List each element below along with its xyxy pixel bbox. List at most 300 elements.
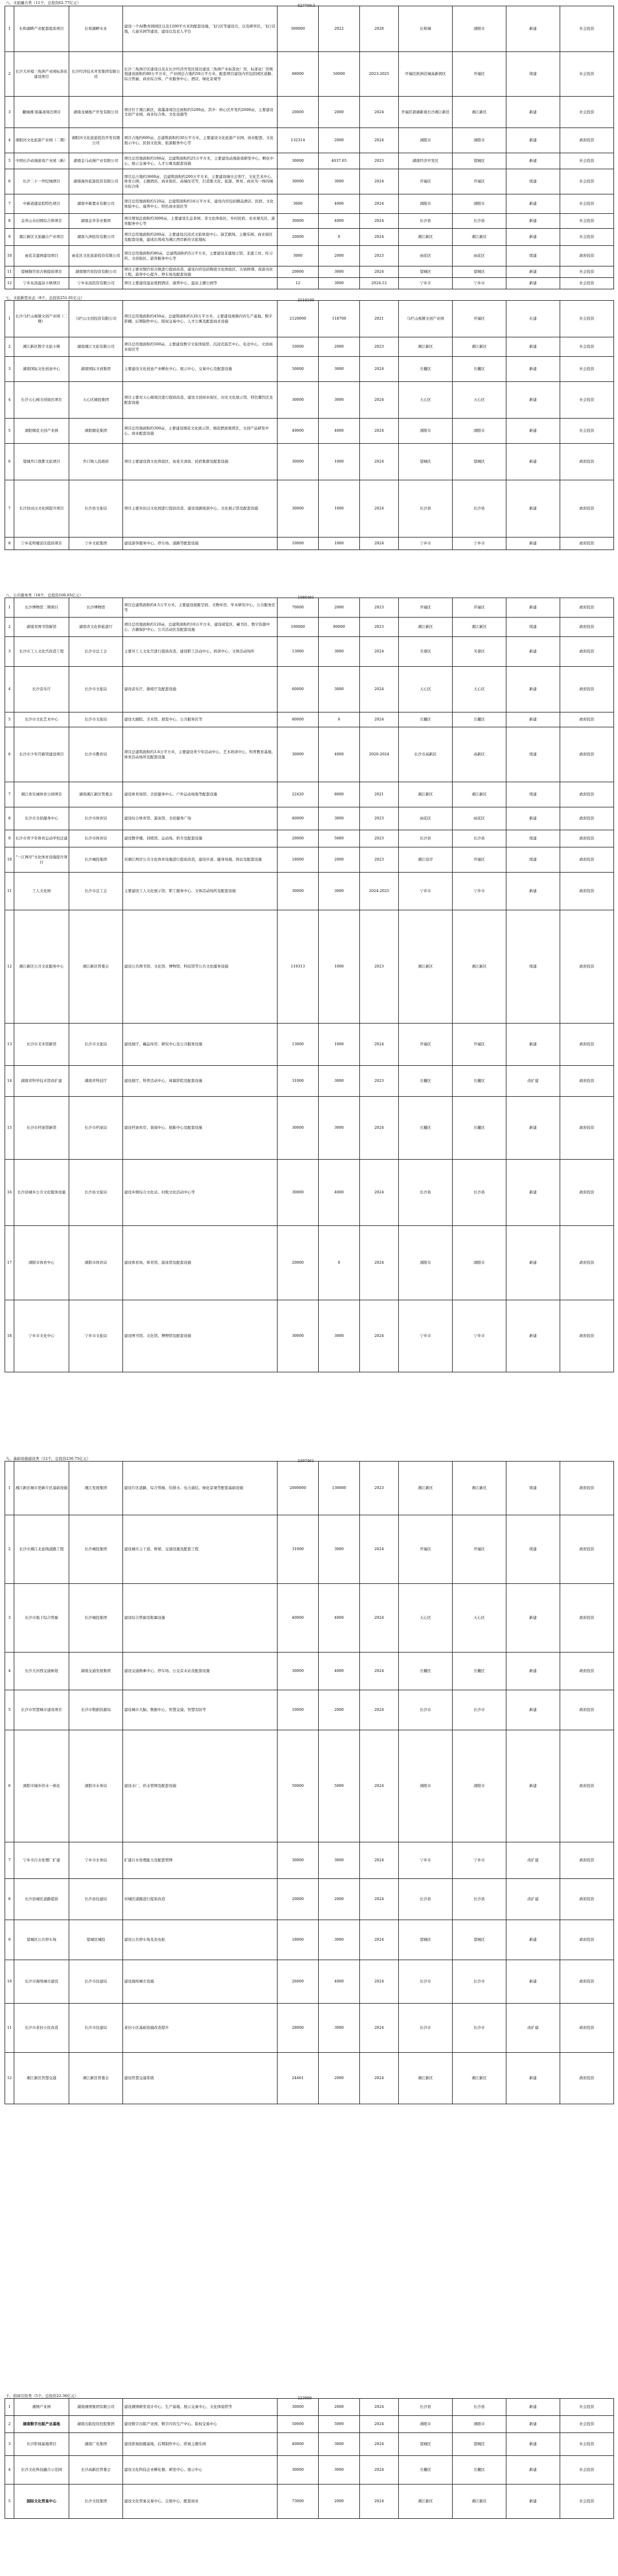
cell-annual-invest: 5000: [319, 830, 360, 847]
cell-total-invest: 100000: [278, 618, 319, 637]
table-row: [5, 1584, 614, 1653]
cell-project-name: 国际文化贸易中心: [14, 2485, 69, 2519]
cell-period: 2024: [360, 382, 399, 419]
table-row: [5, 538, 614, 550]
cell-invest-type: 社会投资: [560, 337, 614, 357]
cell-project-name: 长沙县城区道路提质: [14, 1879, 69, 1920]
cell-district: 岳麓区: [453, 2456, 506, 2485]
cell-no: 8: [5, 214, 14, 229]
cell-invest-type: 社会投资: [560, 229, 614, 246]
cell-period: 2024: [360, 1879, 399, 1920]
cell-district: 浏阳市: [453, 1730, 506, 1842]
cell-location: 天心区: [399, 382, 453, 419]
cell-location: 望城区: [399, 266, 453, 278]
cell-location: 湘江新区: [399, 2053, 453, 2104]
table-row: [5, 382, 614, 419]
cell-period: 2024: [360, 637, 399, 667]
section-total: 223000: [298, 2396, 312, 2400]
cell-owner: 长沙博物馆: [69, 598, 123, 618]
cell-district: 浏阳市: [453, 2416, 506, 2433]
cell-project-name: 长沙市青少年体育运动学校迁建: [14, 830, 69, 847]
cell-no: 17: [5, 1226, 14, 1300]
cell-owner: 湘江新区管委会: [69, 2053, 123, 2104]
cell-project-name: 浏阳市城乡供水一体化: [14, 1730, 69, 1842]
cell-content: 建设湘绣研发设计中心、生产基地、展示交易中心、文化体验馆等: [123, 2399, 278, 2416]
cell-period: 2024: [360, 1960, 399, 2004]
cell-project-name: 长沙文化科技融合示范园: [14, 2456, 69, 2485]
cell-status: 新建: [506, 2399, 560, 2416]
cell-project-name: 湖南省图书馆新馆: [14, 618, 69, 637]
cell-location: 开福区: [399, 1024, 453, 1066]
cell-period: 2024: [360, 97, 399, 128]
cell-owner: 浏阳河文化旅游投资开发有限公司: [69, 128, 123, 153]
cell-content: 老旧小区基础设施改造提升: [123, 2004, 278, 2053]
table-row: [5, 2399, 614, 2416]
cell-content: 项目总用地面积约300亩，主要建设烟花文化展示馆、烟花燃放观赏区、文创产品研发中心、商业配套设施: [123, 419, 278, 444]
cell-owner: 湖南九洲投资有限公司: [69, 229, 123, 246]
table-row: [5, 1920, 614, 1960]
cell-content: 项目总用地面积约500亩，主要建设数字文旅体验馆、沉浸式演艺中心、电竞中心、文创商业街区等: [123, 337, 278, 357]
cell-invest-type: 政府投资: [560, 1879, 614, 1920]
cell-no: 3: [5, 357, 14, 382]
cell-total-invest: 300000: [278, 6, 319, 52]
cell-owner: 长沙市教育局: [69, 727, 123, 782]
cell-period: 2024: [360, 169, 399, 194]
cell-period: 2024: [360, 1515, 399, 1584]
cell-invest-type: 社会投资: [560, 169, 614, 194]
cell-no: 14: [5, 1066, 14, 1097]
cell-invest-type: 政府投资: [560, 830, 614, 847]
table-row: [5, 1160, 614, 1226]
cell-location: 开福区: [399, 169, 453, 194]
cell-total-invest: 20000: [278, 1226, 319, 1300]
cell-invest-type: 政府投资: [560, 807, 614, 830]
cell-owner: 长沙城投集团: [69, 847, 123, 873]
cell-location: 岳麓区: [399, 712, 453, 727]
table-row: [5, 2004, 614, 2053]
cell-owner: 湖南海外旅游投资有限公司: [69, 169, 123, 194]
cell-invest-type: 政府投资: [560, 847, 614, 873]
cell-location: 浏阳市: [399, 128, 453, 153]
cell-content: 项目规划总面积约3000亩，主要建设生态茶园、茶文化体验区、乡村民宿、农业观光区、游客服务中心等: [123, 214, 278, 229]
cell-no: 6: [5, 727, 14, 782]
cell-district: 望城区: [453, 266, 506, 278]
cell-content: 建设图书馆、文化馆、博物馆及配套设施: [123, 1300, 278, 1372]
table-row: [5, 128, 614, 153]
cell-content: 项目总建筑面积约4.5万平方米，主要建设展陈空间、文物库房、学术研究中心、公共服务区等: [123, 598, 278, 618]
cell-invest-type: 政府投资: [560, 1690, 614, 1730]
table-row: [5, 1842, 614, 1879]
cell-period: 2024.12: [360, 278, 399, 289]
cell-owner: 长沙市文旅局: [69, 712, 123, 727]
cell-location: 湘江新区: [399, 910, 453, 1024]
cell-annual-invest: 3000: [319, 1515, 360, 1584]
cell-annual-invest: 3000: [319, 2004, 360, 2053]
cell-annual-invest: 0: [319, 229, 360, 246]
cell-total-invest: 30000: [278, 2456, 319, 2485]
cell-content: 建设数字出版产业园、数字内容生产中心、版权交易中心: [123, 2416, 278, 2433]
cell-location: 宁乡市: [399, 278, 453, 289]
table-row: [5, 214, 614, 229]
cell-no: 12: [5, 278, 14, 289]
cell-period: 2023: [360, 910, 399, 1024]
cell-district: 岳麓区: [453, 1097, 506, 1160]
cell-period: 2024: [360, 667, 399, 712]
cell-invest-type: 社会投资: [560, 278, 614, 289]
cell-status: 续建: [506, 830, 560, 847]
cell-annual-invest: 3000: [319, 357, 360, 382]
table-row: [5, 1066, 614, 1097]
cell-period: 2024: [360, 712, 399, 727]
cell-status: 新建: [506, 382, 560, 419]
cell-owner: 长沙市数据资源局: [69, 1690, 123, 1730]
cell-no: 9: [5, 1920, 14, 1960]
cell-invest-type: 政府投资: [560, 1515, 614, 1584]
table-row: [5, 2456, 614, 2485]
table-row: [5, 1730, 614, 1842]
cell-status: 续建: [506, 910, 560, 1024]
cell-annual-invest: 130000: [319, 1462, 360, 1515]
cell-content: 建设城市主干道、桥梁、交通设施及配套工程: [123, 1515, 278, 1584]
cell-invest-type: 政府投资: [560, 727, 614, 782]
cell-annual-invest: 2000: [319, 847, 360, 873]
cell-project-name: 湘江新区公共文化服务中心: [14, 910, 69, 1024]
cell-invest-type: 政府投资: [560, 782, 614, 807]
table-row: [5, 667, 614, 712]
cell-district: 长沙市: [453, 1690, 506, 1730]
cell-status: 新建: [506, 266, 560, 278]
cell-district: 湘江新区: [453, 2485, 506, 2519]
cell-project-name: 长沙市文化艺术中心: [14, 712, 69, 727]
cell-content: 项目位于湘江新区，南墨斋周边总面积约5200亩。其中：核心区开发约2600亩，主要建设文创产业园、商业综合体、文化设施等: [123, 97, 278, 128]
cell-total-invest: 30000: [278, 214, 319, 229]
table-row: [5, 97, 614, 128]
cell-no: 11: [5, 266, 14, 278]
cell-content: 建设一个AI教育园园区以及1200平方米的配套设施，飞行区等建设共，以及研学区，飞行营地，儿童乐园等建设，建设以及农人平台: [123, 6, 278, 52]
cell-invest-type: 社会投资: [560, 153, 614, 169]
cell-content: 建设体育场、体育馆、游泳馆及配套设施: [123, 1226, 278, 1300]
cell-invest-type: 社会投资: [560, 214, 614, 229]
section-total: 1086491: [298, 595, 314, 600]
cell-district: 长沙市: [453, 1960, 506, 2004]
cell-project-name: 长沙市地下综合管廊: [14, 1584, 69, 1653]
cell-content: 项目主要对铜官窑古镇进行提质改造，建设内容包括陶瓷文化体验区、古街修缮、夜游亮化工程、游客中心提升、停车场及配套设施: [123, 266, 278, 278]
cell-location: 长沙县: [399, 480, 453, 538]
cell-district: 开福区: [453, 847, 506, 873]
table-row: [5, 153, 614, 169]
cell-district: 岳麓区: [453, 1066, 506, 1097]
cell-annual-invest: 3000: [319, 1920, 360, 1960]
table-row: [5, 1879, 614, 1920]
section-heading: 八、公共服务类（18个，总投资108.65亿元）: [6, 593, 84, 598]
cell-project-name: 湘江新区智慧交通: [14, 2053, 69, 2104]
cell-total-invest: 70000: [278, 598, 319, 618]
section-total: 627759.5: [298, 3, 316, 8]
cell-status: 续建: [506, 52, 560, 97]
cell-district: 长沙县: [453, 480, 506, 538]
cell-status: 新建: [506, 153, 560, 169]
cell-owner: 宁乡市水务局: [69, 1842, 123, 1879]
cell-location: 雨花区: [399, 807, 453, 830]
cell-total-invest: 50000: [278, 2416, 319, 2433]
cell-content: 项目总建筑面积约3.6万平方米，主要建设青少年活动中心、艺术培训中心、科普教育基地、体育活动场所及配套设施: [123, 727, 278, 782]
cell-content: 建设文化贸易交易中心、会展中心、配套商业: [123, 2485, 278, 2519]
cell-status: 续建: [506, 782, 560, 807]
cell-owner: 宁乡灰汤投资有限公司: [69, 278, 123, 289]
cell-invest-type: 政府投资: [560, 637, 614, 667]
cell-total-invest: 22420: [278, 782, 319, 807]
cell-location: 岳麓区: [399, 1653, 453, 1690]
table-row: [5, 1653, 614, 1690]
cell-no: 7: [5, 1842, 14, 1879]
cell-owner: 湖南交通发展集团: [69, 1653, 123, 1690]
cell-district: 岳麓区: [453, 1653, 506, 1690]
section-heading: 六、文旅融合类（11个，总投资62.77亿元）: [6, 1, 81, 5]
cell-status: 新建: [506, 97, 560, 128]
cell-district: 岳麓区: [453, 357, 506, 382]
cell-annual-invest: 1000: [319, 444, 360, 480]
cell-project-name: 长沙市老旧小区改造: [14, 2004, 69, 2053]
cell-no: 11: [5, 873, 14, 910]
cell-status: 续建: [506, 1462, 560, 1515]
cell-district: 长沙县: [453, 2399, 506, 2416]
cell-district: 望城区: [453, 153, 506, 169]
cell-status: 续建: [506, 246, 560, 266]
cell-district: 开福区: [453, 1515, 506, 1584]
project-table: [5, 300, 614, 550]
cell-content: 建设城市大脑、数据中心、智慧交通、智慧安防等: [123, 1690, 278, 1730]
cell-period: 2024: [360, 1730, 399, 1842]
cell-status: 新建: [506, 667, 560, 712]
cell-total-invest: 50000: [278, 357, 319, 382]
cell-total-invest: 30000: [278, 1160, 319, 1226]
table-row: [5, 337, 614, 357]
cell-no: 4: [5, 128, 14, 153]
cell-location: 雨花区: [399, 246, 453, 266]
cell-total-invest: 40000: [278, 1584, 319, 1653]
cell-district: 开福区: [453, 598, 506, 618]
cell-status: 新建: [506, 1584, 560, 1653]
cell-total-invest: 30000: [278, 382, 319, 419]
cell-project-name: 长沙市智慧城市建设项目: [14, 1690, 69, 1730]
cell-status: 新建: [506, 1690, 560, 1730]
cell-period: 2024: [360, 1226, 399, 1300]
cell-invest-type: 政府投资: [560, 1097, 614, 1160]
cell-total-invest: 13000: [278, 1024, 319, 1066]
cell-location: 湘江新区: [399, 337, 453, 357]
cell-location: 长沙市高新区: [399, 727, 453, 782]
cell-no: 5: [5, 2485, 14, 2519]
cell-period: 2024: [360, 444, 399, 480]
cell-project-name: 浏阳市体育中心: [14, 1226, 69, 1300]
cell-total-invest: 49000: [278, 419, 319, 444]
cell-owner: 长沙市文旅局: [69, 667, 123, 712]
cell-project-name: 长沙市少年宫新馆建设项目: [14, 727, 69, 782]
cell-owner: 湖南金马动漫产业有限公司: [69, 153, 123, 169]
cell-no: 4: [5, 667, 14, 712]
cell-period: 2024: [360, 1842, 399, 1879]
cell-annual-invest: 3000: [319, 1300, 360, 1372]
cell-invest-type: 社会投资: [560, 382, 614, 419]
cell-district: 湘江新区: [453, 910, 506, 1024]
cell-district: 天心区: [453, 382, 506, 419]
table-row: [5, 1690, 614, 1730]
table-row: [5, 2433, 614, 2456]
cell-owner: 湖南省文化和旅游厅: [69, 618, 123, 637]
cell-status: 改扩建: [506, 2004, 560, 2053]
cell-period: 2023: [360, 830, 399, 847]
cell-annual-invest: 4037.65: [319, 153, 360, 169]
cell-no: 3: [5, 1584, 14, 1653]
cell-owner: 长沙经济技术开发集团有限公司: [69, 52, 123, 97]
cell-annual-invest: 3000: [319, 1842, 360, 1879]
cell-owner: 长沙城投集团: [69, 1584, 123, 1653]
cell-content: 项目总用地面积约120亩，总建筑面积约16万平方米，建设内容包括精品酒店、民宿、文化体验中心、康养中心、特色商业街区等: [123, 194, 278, 214]
cell-status: 新建: [506, 214, 560, 229]
cell-status: 新建: [506, 6, 560, 52]
cell-owner: 浏阳烟花集团: [69, 419, 123, 444]
cell-invest-type: 政府投资: [560, 873, 614, 910]
cell-invest-type: 社会投资: [560, 52, 614, 97]
cell-annual-invest: 3000: [319, 382, 360, 419]
cell-content: 项目主要建设温泉度假酒店、康养中心、温泉主题公园等: [123, 278, 278, 289]
cell-annual-invest: 3000: [319, 278, 360, 289]
cell-annual-invest: 1000: [319, 480, 360, 538]
cell-project-name: 麓城湘·南墨斋周边项目: [14, 97, 69, 128]
cell-period: 2024: [360, 2399, 399, 2416]
cell-location: 长沙县: [399, 1879, 453, 1920]
cell-status: 新建: [506, 598, 560, 618]
cell-district: 浏阳市: [453, 1226, 506, 1300]
cell-annual-invest: 3000: [319, 637, 360, 667]
cell-invest-type: 政府投资: [560, 1066, 614, 1097]
cell-invest-type: 政府投资: [560, 480, 614, 538]
cell-no: 5: [5, 153, 14, 169]
cell-status: 新建: [506, 1653, 560, 1690]
cell-location: 湖南经济开发区: [399, 153, 453, 169]
cell-period: 2024: [360, 214, 399, 229]
cell-location: 湘江新区: [399, 229, 453, 246]
cell-period: 2021: [360, 301, 399, 337]
cell-period: 2024: [360, 1653, 399, 1690]
cell-invest-type: 政府投资: [560, 1160, 614, 1226]
cell-total-invest: 10000: [278, 1690, 319, 1730]
cell-project-name: 湖南国际文化创意中心: [14, 357, 69, 382]
cell-annual-invest: 2000: [319, 246, 360, 266]
cell-district: 长沙县: [453, 214, 506, 229]
cell-content: 项目总用地面积约260亩，主要建设沉浸式文旅体验中心、演艺剧场、主题乐园、商业街区及配套设施，建成后将成为湘江西岸新的文旅地标: [123, 229, 278, 246]
cell-status: 新建: [506, 1160, 560, 1226]
cell-no: 11: [5, 2004, 14, 2053]
table-row: [5, 782, 614, 807]
cell-total-invest: 31000: [278, 1515, 319, 1584]
cell-annual-invest: 3000: [319, 266, 360, 278]
table-row: [5, 1515, 614, 1584]
cell-owner: 湖南湘江新区管委会: [69, 782, 123, 807]
cell-status: 新建: [506, 1226, 560, 1300]
cell-owner: 宁乡文旅集团: [69, 538, 123, 550]
section-heading: 九、基础设施建设类（12个，总投资230.75亿元）: [6, 1456, 91, 1461]
cell-annual-invest: 3000: [319, 2456, 360, 2485]
cell-status: 新建: [506, 444, 560, 480]
table-row: [5, 598, 614, 618]
cell-content: 建设公共停车场及充电桩: [123, 1920, 278, 1960]
cell-owner: 湖南广电集团: [69, 2433, 123, 2456]
cell-project-name: 长沙县田汉文化园提升项目: [14, 480, 69, 538]
cell-project-name: 望城区公共停车场: [14, 1920, 69, 1960]
cell-owner: 湖南铜官窑投资有限公司: [69, 266, 123, 278]
cell-content: 主要建设文化创意产业孵化中心、展示中心、交易中心及配套设施: [123, 357, 278, 382]
cell-total-invest: 88000: [278, 52, 319, 97]
cell-status: 新建: [506, 1960, 560, 2004]
cell-period: 2024: [360, 1024, 399, 1066]
cell-total-invest: 30000: [278, 727, 319, 782]
cell-project-name: 宁乡市污水处理厂扩建: [14, 1842, 69, 1879]
cell-period: 2023: [360, 246, 399, 266]
cell-status: 新建: [506, 2485, 560, 2519]
cell-location: 宁乡市: [399, 1842, 453, 1879]
cell-location: 岳麓区: [399, 1097, 453, 1160]
cell-location: 宁乡市: [399, 538, 453, 550]
cell-no: 2: [5, 337, 14, 357]
cell-district: 湘江新区: [453, 618, 506, 637]
cell-no: 9: [5, 830, 14, 847]
cell-invest-type: 政府投资: [560, 1024, 614, 1066]
cell-annual-invest: 4000: [319, 1160, 360, 1226]
cell-district: 长沙县: [453, 830, 506, 847]
cell-total-invest: 26000: [278, 1960, 319, 2004]
table-row: [5, 618, 614, 637]
table-row: [5, 6, 614, 52]
cell-status: 新建: [506, 538, 560, 550]
cell-total-invest: 132314: [278, 128, 319, 153]
cell-no: 5: [5, 419, 14, 444]
cell-location: 宁乡市: [399, 1300, 453, 1372]
cell-no: 3: [5, 97, 14, 128]
cell-status: 新建: [506, 128, 560, 153]
cell-invest-type: 政府投资: [560, 1920, 614, 1960]
cell-total-invest: 30000: [278, 1653, 319, 1690]
cell-content: 项目主要建设渔文化体验区、鱼宴美食街、民宿集群及配套设施: [123, 444, 278, 480]
cell-invest-type: 社会投资: [560, 6, 614, 52]
cell-annual-invest: 3000: [319, 667, 360, 712]
cell-invest-type: 社会投资: [560, 301, 614, 337]
cell-invest-type: 政府投资: [560, 1730, 614, 1842]
cell-project-name: 湘江欢乐城体育公园项目: [14, 782, 69, 807]
cell-period: 2024: [360, 266, 399, 278]
cell-location: 长沙市: [399, 1690, 453, 1730]
cell-period: 2024: [360, 2433, 399, 2456]
cell-project-name: 长沙博物馆二期项目: [14, 598, 69, 618]
cell-status: 续建: [506, 847, 560, 873]
cell-no: 16: [5, 1160, 14, 1226]
cell-project-name: 中国长沙动漫游戏产业园（新）: [14, 153, 69, 169]
table-row: [5, 1226, 614, 1300]
cell-no: 7: [5, 194, 14, 214]
cell-total-invest: 40000: [278, 807, 319, 830]
cell-total-invest: 31000: [278, 1066, 319, 1097]
cell-status: 新建: [506, 637, 560, 667]
cell-invest-type: 政府投资: [560, 538, 614, 550]
cell-status: 新建: [506, 1300, 560, 1372]
cell-no: 10: [5, 246, 14, 266]
cell-district: 浏阳市: [453, 419, 506, 444]
cell-period: 2024: [360, 538, 399, 550]
cell-district: 湘江新区: [453, 337, 506, 357]
cell-total-invest: 30000: [278, 480, 319, 538]
cell-project-name: 雨花非遗园建设项目: [14, 246, 69, 266]
cell-annual-invest: 1000: [319, 910, 360, 1024]
